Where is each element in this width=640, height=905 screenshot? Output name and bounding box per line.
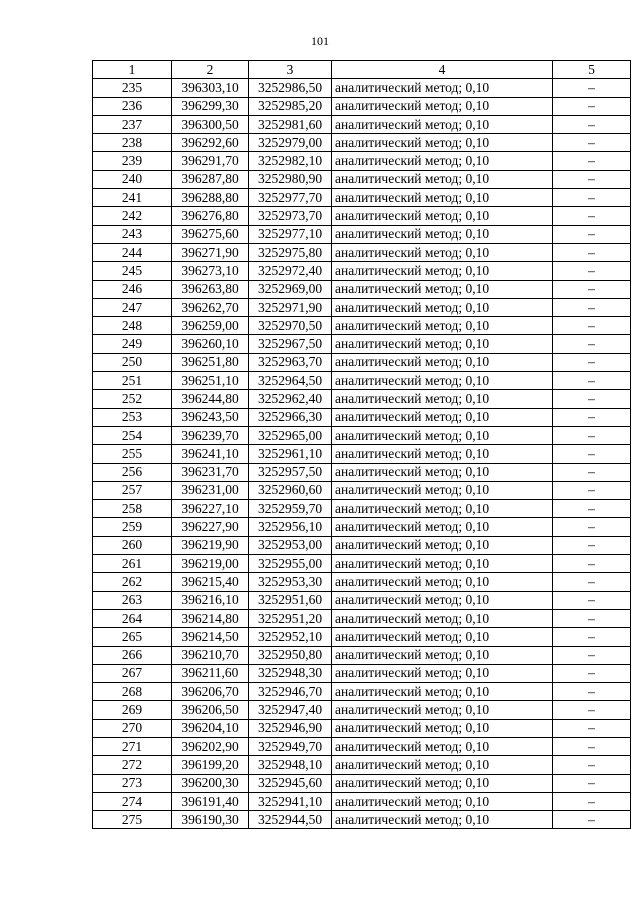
y-coordinate-cell: 3252952,10	[249, 628, 332, 646]
y-coordinate-cell: 3252949,70	[249, 737, 332, 755]
note-cell: –	[553, 189, 631, 207]
x-coordinate-cell: 396292,60	[172, 134, 249, 152]
y-coordinate-cell: 3252961,10	[249, 445, 332, 463]
x-coordinate-cell: 396214,50	[172, 628, 249, 646]
y-coordinate-cell: 3252946,70	[249, 683, 332, 701]
point-number-cell: 266	[93, 646, 172, 664]
point-number-cell: 248	[93, 317, 172, 335]
x-coordinate-cell: 396216,10	[172, 591, 249, 609]
note-cell: –	[553, 225, 631, 243]
method-accuracy-cell: аналитический метод; 0,10	[332, 481, 553, 499]
note-cell: –	[553, 628, 631, 646]
point-number-cell: 250	[93, 353, 172, 371]
note-cell: –	[553, 115, 631, 133]
y-coordinate-cell: 3252951,60	[249, 591, 332, 609]
y-coordinate-cell: 3252963,70	[249, 353, 332, 371]
table-row	[93, 719, 631, 737]
point-number-cell: 247	[93, 298, 172, 316]
table-row	[93, 426, 631, 444]
note-cell: –	[553, 500, 631, 518]
note-cell: –	[553, 134, 631, 152]
table-row	[93, 262, 631, 280]
point-number-cell: 273	[93, 774, 172, 792]
method-accuracy-cell: аналитический метод; 0,10	[332, 335, 553, 353]
method-accuracy-cell: аналитический метод; 0,10	[332, 243, 553, 261]
table-row	[93, 207, 631, 225]
page-number: 101	[311, 34, 329, 48]
y-coordinate-cell: 3252982,10	[249, 152, 332, 170]
y-coordinate-cell: 3252964,50	[249, 372, 332, 390]
table-row	[93, 481, 631, 499]
table-body	[93, 79, 631, 829]
column-header: 5	[553, 61, 631, 79]
point-number-cell: 251	[93, 372, 172, 390]
note-cell: –	[553, 756, 631, 774]
x-coordinate-cell: 396231,00	[172, 481, 249, 499]
method-accuracy-cell: аналитический метод; 0,10	[332, 756, 553, 774]
note-cell: –	[553, 390, 631, 408]
y-coordinate-cell: 3252970,50	[249, 317, 332, 335]
method-accuracy-cell: аналитический метод; 0,10	[332, 591, 553, 609]
note-cell: –	[553, 591, 631, 609]
note-cell: –	[553, 719, 631, 737]
table-row	[93, 811, 631, 829]
note-cell: –	[553, 774, 631, 792]
y-coordinate-cell: 3252971,90	[249, 298, 332, 316]
point-number-cell: 241	[93, 189, 172, 207]
point-number-cell: 240	[93, 170, 172, 188]
method-accuracy-cell: аналитический метод; 0,10	[332, 262, 553, 280]
table-row	[93, 353, 631, 371]
note-cell: –	[553, 811, 631, 829]
method-accuracy-cell: аналитический метод; 0,10	[332, 701, 553, 719]
x-coordinate-cell: 396202,90	[172, 737, 249, 755]
method-accuracy-cell: аналитический метод; 0,10	[332, 390, 553, 408]
method-accuracy-cell: аналитический метод; 0,10	[332, 628, 553, 646]
table-row	[93, 591, 631, 609]
point-number-cell: 265	[93, 628, 172, 646]
x-coordinate-cell: 396190,30	[172, 811, 249, 829]
method-accuracy-cell: аналитический метод; 0,10	[332, 134, 553, 152]
note-cell: –	[553, 792, 631, 810]
table-row	[93, 774, 631, 792]
x-coordinate-cell: 396300,50	[172, 115, 249, 133]
note-cell: –	[553, 646, 631, 664]
method-accuracy-cell: аналитический метод; 0,10	[332, 719, 553, 737]
note-cell: –	[553, 317, 631, 335]
method-accuracy-cell: аналитический метод; 0,10	[332, 170, 553, 188]
x-coordinate-cell: 396273,10	[172, 262, 249, 280]
table-row	[93, 225, 631, 243]
table-row	[93, 536, 631, 554]
table-row	[93, 756, 631, 774]
x-coordinate-cell: 396287,80	[172, 170, 249, 188]
note-cell: –	[553, 408, 631, 426]
point-number-cell: 253	[93, 408, 172, 426]
y-coordinate-cell: 3252946,90	[249, 719, 332, 737]
column-header: 3	[249, 61, 332, 79]
table-row	[93, 555, 631, 573]
point-number-cell: 272	[93, 756, 172, 774]
note-cell: –	[553, 372, 631, 390]
x-coordinate-cell: 396210,70	[172, 646, 249, 664]
method-accuracy-cell: аналитический метод; 0,10	[332, 207, 553, 225]
x-coordinate-cell: 396199,20	[172, 756, 249, 774]
x-coordinate-cell: 396200,30	[172, 774, 249, 792]
y-coordinate-cell: 3252955,00	[249, 555, 332, 573]
x-coordinate-cell: 396275,60	[172, 225, 249, 243]
table-row	[93, 134, 631, 152]
method-accuracy-cell: аналитический метод; 0,10	[332, 317, 553, 335]
x-coordinate-cell: 396227,90	[172, 518, 249, 536]
method-accuracy-cell: аналитический метод; 0,10	[332, 555, 553, 573]
table-row	[93, 609, 631, 627]
y-coordinate-cell: 3252969,00	[249, 280, 332, 298]
y-coordinate-cell: 3252973,70	[249, 207, 332, 225]
point-number-cell: 263	[93, 591, 172, 609]
table-row	[93, 701, 631, 719]
point-number-cell: 242	[93, 207, 172, 225]
point-number-cell: 261	[93, 555, 172, 573]
table-row	[93, 646, 631, 664]
point-number-cell: 235	[93, 79, 172, 97]
y-coordinate-cell: 3252986,50	[249, 79, 332, 97]
column-header: 4	[332, 61, 553, 79]
x-coordinate-cell: 396239,70	[172, 426, 249, 444]
x-coordinate-cell: 396251,10	[172, 372, 249, 390]
x-coordinate-cell: 396244,80	[172, 390, 249, 408]
table-row	[93, 518, 631, 536]
note-cell: –	[553, 97, 631, 115]
note-cell: –	[553, 683, 631, 701]
note-cell: –	[553, 335, 631, 353]
note-cell: –	[553, 207, 631, 225]
x-coordinate-cell: 396231,70	[172, 463, 249, 481]
method-accuracy-cell: аналитический метод; 0,10	[332, 189, 553, 207]
point-number-cell: 238	[93, 134, 172, 152]
y-coordinate-cell: 3252959,70	[249, 500, 332, 518]
method-accuracy-cell: аналитический метод; 0,10	[332, 372, 553, 390]
table-row	[93, 390, 631, 408]
table-row	[93, 628, 631, 646]
x-coordinate-cell: 396204,10	[172, 719, 249, 737]
y-coordinate-cell: 3252966,30	[249, 408, 332, 426]
note-cell: –	[553, 737, 631, 755]
table-row	[93, 298, 631, 316]
note-cell: –	[553, 353, 631, 371]
y-coordinate-cell: 3252985,20	[249, 97, 332, 115]
method-accuracy-cell: аналитический метод; 0,10	[332, 353, 553, 371]
x-coordinate-cell: 396260,10	[172, 335, 249, 353]
note-cell: –	[553, 298, 631, 316]
x-coordinate-cell: 396211,60	[172, 664, 249, 682]
point-number-cell: 243	[93, 225, 172, 243]
table-row	[93, 683, 631, 701]
table-row	[93, 463, 631, 481]
y-coordinate-cell: 3252944,50	[249, 811, 332, 829]
point-number-cell: 255	[93, 445, 172, 463]
y-coordinate-cell: 3252972,40	[249, 262, 332, 280]
point-number-cell: 259	[93, 518, 172, 536]
table-row	[93, 170, 631, 188]
x-coordinate-cell: 396259,00	[172, 317, 249, 335]
y-coordinate-cell: 3252951,20	[249, 609, 332, 627]
table-row	[93, 189, 631, 207]
method-accuracy-cell: аналитический метод; 0,10	[332, 536, 553, 554]
method-accuracy-cell: аналитический метод; 0,10	[332, 792, 553, 810]
method-accuracy-cell: аналитический метод; 0,10	[332, 280, 553, 298]
coordinates-table	[92, 60, 631, 829]
header-row	[93, 61, 631, 79]
y-coordinate-cell: 3252980,90	[249, 170, 332, 188]
point-number-cell: 256	[93, 463, 172, 481]
note-cell: –	[553, 555, 631, 573]
table-row	[93, 317, 631, 335]
x-coordinate-cell: 396263,80	[172, 280, 249, 298]
table-row	[93, 243, 631, 261]
point-number-cell: 264	[93, 609, 172, 627]
method-accuracy-cell: аналитический метод; 0,10	[332, 298, 553, 316]
y-coordinate-cell: 3252956,10	[249, 518, 332, 536]
y-coordinate-cell: 3252979,00	[249, 134, 332, 152]
method-accuracy-cell: аналитический метод; 0,10	[332, 609, 553, 627]
method-accuracy-cell: аналитический метод; 0,10	[332, 811, 553, 829]
note-cell: –	[553, 518, 631, 536]
point-number-cell: 270	[93, 719, 172, 737]
method-accuracy-cell: аналитический метод; 0,10	[332, 683, 553, 701]
y-coordinate-cell: 3252957,50	[249, 463, 332, 481]
method-accuracy-cell: аналитический метод; 0,10	[332, 97, 553, 115]
method-accuracy-cell: аналитический метод; 0,10	[332, 426, 553, 444]
x-coordinate-cell: 396215,40	[172, 573, 249, 591]
y-coordinate-cell: 3252948,30	[249, 664, 332, 682]
table-row	[93, 280, 631, 298]
x-coordinate-cell: 396303,10	[172, 79, 249, 97]
point-number-cell: 236	[93, 97, 172, 115]
y-coordinate-cell: 3252950,80	[249, 646, 332, 664]
x-coordinate-cell: 396214,80	[172, 609, 249, 627]
note-cell: –	[553, 262, 631, 280]
point-number-cell: 267	[93, 664, 172, 682]
note-cell: –	[553, 79, 631, 97]
point-number-cell: 274	[93, 792, 172, 810]
note-cell: –	[553, 463, 631, 481]
y-coordinate-cell: 3252981,60	[249, 115, 332, 133]
point-number-cell: 246	[93, 280, 172, 298]
method-accuracy-cell: аналитический метод; 0,10	[332, 573, 553, 591]
note-cell: –	[553, 243, 631, 261]
x-coordinate-cell: 396299,30	[172, 97, 249, 115]
method-accuracy-cell: аналитический метод; 0,10	[332, 646, 553, 664]
y-coordinate-cell: 3252962,40	[249, 390, 332, 408]
table-row	[93, 445, 631, 463]
method-accuracy-cell: аналитический метод; 0,10	[332, 518, 553, 536]
point-number-cell: 271	[93, 737, 172, 755]
method-accuracy-cell: аналитический метод; 0,10	[332, 152, 553, 170]
method-accuracy-cell: аналитический метод; 0,10	[332, 737, 553, 755]
table-row	[93, 115, 631, 133]
method-accuracy-cell: аналитический метод; 0,10	[332, 408, 553, 426]
table-row	[93, 664, 631, 682]
table-row	[93, 737, 631, 755]
point-number-cell: 260	[93, 536, 172, 554]
y-coordinate-cell: 3252960,60	[249, 481, 332, 499]
x-coordinate-cell: 396271,90	[172, 243, 249, 261]
column-header: 2	[172, 61, 249, 79]
column-header: 1	[93, 61, 172, 79]
note-cell: –	[553, 664, 631, 682]
point-number-cell: 262	[93, 573, 172, 591]
y-coordinate-cell: 3252975,80	[249, 243, 332, 261]
table-row	[93, 152, 631, 170]
point-number-cell: 244	[93, 243, 172, 261]
note-cell: –	[553, 426, 631, 444]
x-coordinate-cell: 396241,10	[172, 445, 249, 463]
method-accuracy-cell: аналитический метод; 0,10	[332, 79, 553, 97]
note-cell: –	[553, 445, 631, 463]
table-row	[93, 97, 631, 115]
y-coordinate-cell: 3252947,40	[249, 701, 332, 719]
table-row	[93, 792, 631, 810]
point-number-cell: 268	[93, 683, 172, 701]
note-cell: –	[553, 481, 631, 499]
x-coordinate-cell: 396243,50	[172, 408, 249, 426]
x-coordinate-cell: 396251,80	[172, 353, 249, 371]
table-row	[93, 573, 631, 591]
note-cell: –	[553, 573, 631, 591]
point-number-cell: 254	[93, 426, 172, 444]
point-number-cell: 275	[93, 811, 172, 829]
y-coordinate-cell: 3252967,50	[249, 335, 332, 353]
y-coordinate-cell: 3252977,70	[249, 189, 332, 207]
x-coordinate-cell: 396206,50	[172, 701, 249, 719]
x-coordinate-cell: 396219,90	[172, 536, 249, 554]
y-coordinate-cell: 3252948,10	[249, 756, 332, 774]
method-accuracy-cell: аналитический метод; 0,10	[332, 225, 553, 243]
method-accuracy-cell: аналитический метод; 0,10	[332, 445, 553, 463]
table-row	[93, 500, 631, 518]
point-number-cell: 245	[93, 262, 172, 280]
method-accuracy-cell: аналитический метод; 0,10	[332, 115, 553, 133]
point-number-cell: 257	[93, 481, 172, 499]
x-coordinate-cell: 396191,40	[172, 792, 249, 810]
y-coordinate-cell: 3252953,30	[249, 573, 332, 591]
table-row	[93, 79, 631, 97]
point-number-cell: 258	[93, 500, 172, 518]
note-cell: –	[553, 170, 631, 188]
point-number-cell: 237	[93, 115, 172, 133]
table-row	[93, 335, 631, 353]
table-row	[93, 408, 631, 426]
y-coordinate-cell: 3252977,10	[249, 225, 332, 243]
x-coordinate-cell: 396291,70	[172, 152, 249, 170]
point-number-cell: 249	[93, 335, 172, 353]
method-accuracy-cell: аналитический метод; 0,10	[332, 664, 553, 682]
point-number-cell: 269	[93, 701, 172, 719]
note-cell: –	[553, 536, 631, 554]
point-number-cell: 239	[93, 152, 172, 170]
x-coordinate-cell: 396276,80	[172, 207, 249, 225]
x-coordinate-cell: 396206,70	[172, 683, 249, 701]
method-accuracy-cell: аналитический метод; 0,10	[332, 774, 553, 792]
x-coordinate-cell: 396227,10	[172, 500, 249, 518]
x-coordinate-cell: 396262,70	[172, 298, 249, 316]
y-coordinate-cell: 3252953,00	[249, 536, 332, 554]
note-cell: –	[553, 280, 631, 298]
method-accuracy-cell: аналитический метод; 0,10	[332, 463, 553, 481]
y-coordinate-cell: 3252941,10	[249, 792, 332, 810]
method-accuracy-cell: аналитический метод; 0,10	[332, 500, 553, 518]
y-coordinate-cell: 3252965,00	[249, 426, 332, 444]
note-cell: –	[553, 609, 631, 627]
y-coordinate-cell: 3252945,60	[249, 774, 332, 792]
table-row	[93, 372, 631, 390]
note-cell: –	[553, 701, 631, 719]
x-coordinate-cell: 396288,80	[172, 189, 249, 207]
note-cell: –	[553, 152, 631, 170]
point-number-cell: 252	[93, 390, 172, 408]
x-coordinate-cell: 396219,00	[172, 555, 249, 573]
